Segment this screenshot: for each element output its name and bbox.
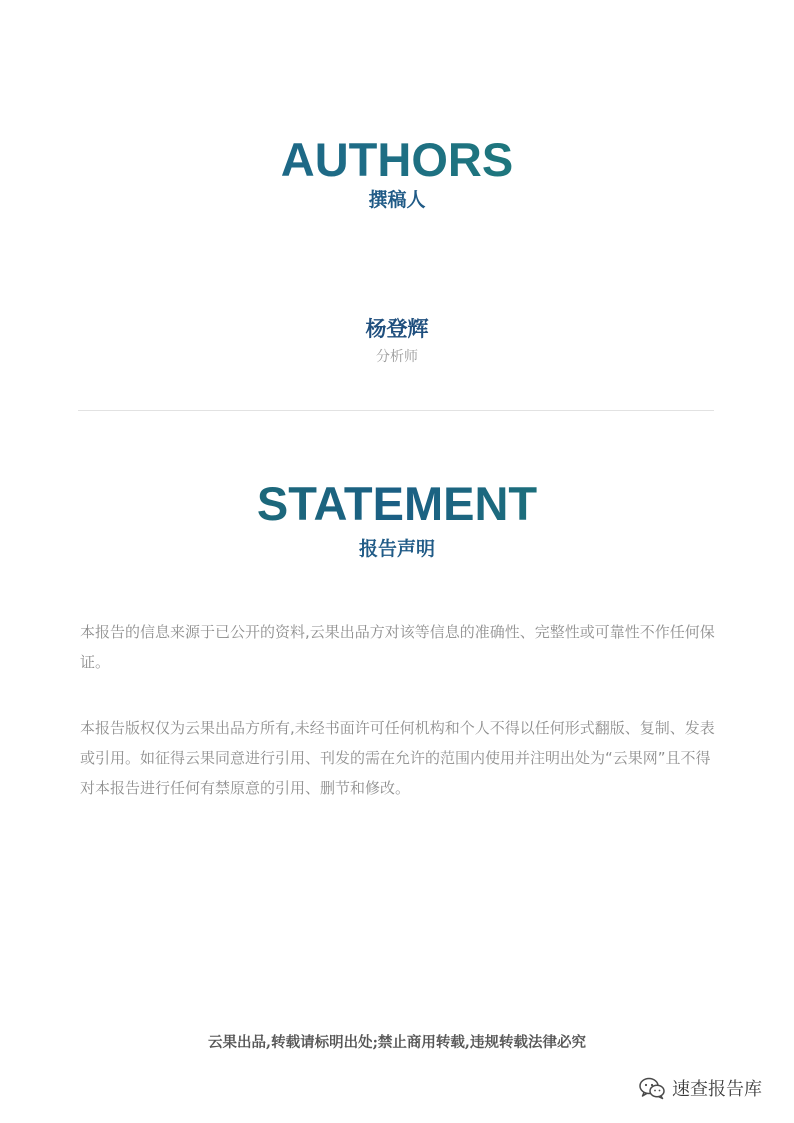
section-divider [78, 410, 714, 411]
authors-subtitle: 撰稿人 [368, 189, 426, 211]
author-name: 杨登辉 [365, 317, 429, 341]
statement-subtitle: 报告声明 [358, 538, 435, 560]
wechat-watermark [638, 1076, 762, 1104]
statement-paragraph-2: 本报告版权仅为云果出品方所有,未经书面许可任何机构和个人不得以任何形式翻版、复制、发表或引用。如征得云果同意进行引用、刊发的需在允许的范围内使用并注明出处为“云果网”且不得对本报告进行任何有禁原意的引用、删节和修改。 [80, 719, 715, 797]
statement-paragraph-1: 本报告的信息来源于已公开的资料,云果出品方对该等信息的准确性、完整性或可靠性不作任何保证。 [80, 623, 715, 671]
watermark-text: 速查报告库 [672, 1079, 762, 1100]
wechat-icon [638, 1076, 666, 1104]
author-role: 分析师 [376, 349, 418, 365]
statement-title: STATEMENT [0, 480, 794, 527]
authors-title: AUTHORS [0, 136, 794, 183]
copyright-notice: 云果出品,转载请标明出处;禁止商用转载,违规转载法律必究 [208, 1034, 586, 1051]
